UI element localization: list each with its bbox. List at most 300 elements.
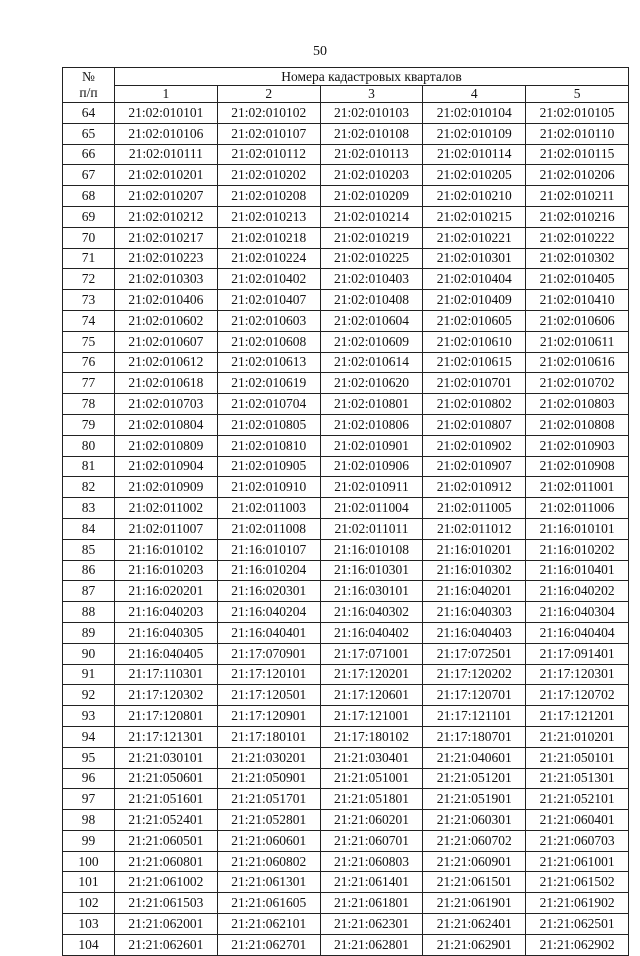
cadastral-quarter-cell: 21:02:010207 bbox=[115, 186, 218, 207]
table-row bbox=[63, 602, 629, 623]
cadastral-quarter-cell: 21:02:010115 bbox=[526, 144, 629, 165]
cadastral-quarter-cell: 21:02:010603 bbox=[217, 310, 320, 331]
cadastral-quarter-cell: 21:16:040203 bbox=[115, 602, 218, 623]
cadastral-quarter-cell: 21:16:010102 bbox=[115, 539, 218, 560]
cadastral-quarter-cell: 21:21:030201 bbox=[217, 747, 320, 768]
cadastral-quarter-cell: 21:21:060803 bbox=[320, 851, 423, 872]
cadastral-quarter-cell: 21:17:120302 bbox=[115, 685, 218, 706]
cadastral-quarter-cell: 21:17:120601 bbox=[320, 685, 423, 706]
row-number-cell: 70 bbox=[63, 227, 115, 248]
cadastral-quarter-cell: 21:21:010201 bbox=[526, 726, 629, 747]
row-number-cell: 101 bbox=[63, 872, 115, 893]
table-row bbox=[63, 789, 629, 810]
row-number-cell: 102 bbox=[63, 893, 115, 914]
cadastral-quarter-cell: 21:21:061902 bbox=[526, 893, 629, 914]
row-number-cell: 89 bbox=[63, 622, 115, 643]
cadastral-quarter-cell: 21:17:120202 bbox=[423, 664, 526, 685]
cadastral-quarter-cell: 21:21:050101 bbox=[526, 747, 629, 768]
table-row bbox=[63, 622, 629, 643]
header-row-group bbox=[63, 68, 629, 86]
cadastral-quarter-cell: 21:02:010214 bbox=[320, 206, 423, 227]
cadastral-quarter-cell: 21:02:010112 bbox=[217, 144, 320, 165]
table-row bbox=[63, 352, 629, 373]
table-row bbox=[63, 414, 629, 435]
table-row bbox=[63, 269, 629, 290]
cadastral-quarter-cell: 21:02:010225 bbox=[320, 248, 423, 269]
row-number-cell: 86 bbox=[63, 560, 115, 581]
cadastral-quarter-cell: 21:02:011008 bbox=[217, 518, 320, 539]
cadastral-quarter-cell: 21:17:120301 bbox=[526, 664, 629, 685]
cadastral-quarter-cell: 21:16:040404 bbox=[526, 622, 629, 643]
table-row bbox=[63, 144, 629, 165]
cadastral-quarter-cell: 21:21:062801 bbox=[320, 934, 423, 955]
cadastral-quarters-group-header: Номера кадастровых кварталов bbox=[115, 68, 629, 86]
cadastral-quarter-cell: 21:16:040403 bbox=[423, 622, 526, 643]
cadastral-quarter-cell: 21:16:020201 bbox=[115, 581, 218, 602]
row-number-cell: 85 bbox=[63, 539, 115, 560]
cadastral-quarter-cell: 21:21:060301 bbox=[423, 810, 526, 831]
row-number-cell: 103 bbox=[63, 914, 115, 935]
cadastral-quarter-cell: 21:16:010107 bbox=[217, 539, 320, 560]
row-number-header-abbrev: п/п bbox=[79, 85, 98, 100]
cadastral-quarter-cell: 21:21:061401 bbox=[320, 872, 423, 893]
table-row bbox=[63, 914, 629, 935]
cadastral-quarter-cell: 21:17:121001 bbox=[320, 706, 423, 727]
cadastral-quarter-cell: 21:02:010103 bbox=[320, 103, 423, 124]
table-row bbox=[63, 768, 629, 789]
row-number-header bbox=[63, 68, 115, 103]
table-row bbox=[63, 726, 629, 747]
row-number-cell: 104 bbox=[63, 934, 115, 955]
cadastral-quarter-cell: 21:21:060401 bbox=[526, 810, 629, 831]
cadastral-quarter-cell: 21:02:010805 bbox=[217, 414, 320, 435]
cadastral-quarter-cell: 21:02:011006 bbox=[526, 498, 629, 519]
cadastral-quarter-cell: 21:21:061501 bbox=[423, 872, 526, 893]
column-header-1: 1 bbox=[115, 86, 218, 103]
cadastral-quarter-cell: 21:02:010901 bbox=[320, 435, 423, 456]
cadastral-quarter-cell: 21:16:040201 bbox=[423, 581, 526, 602]
cadastral-quarter-cell: 21:16:010201 bbox=[423, 539, 526, 560]
cadastral-quarter-cell: 21:17:180102 bbox=[320, 726, 423, 747]
cadastral-quarter-cell: 21:17:121201 bbox=[526, 706, 629, 727]
cadastral-quarter-cell: 21:02:010109 bbox=[423, 123, 526, 144]
table-row bbox=[63, 810, 629, 831]
cadastral-quarter-cell: 21:02:010209 bbox=[320, 186, 423, 207]
cadastral-quarter-cell: 21:02:010613 bbox=[217, 352, 320, 373]
cadastral-quarter-cell: 21:21:062401 bbox=[423, 914, 526, 935]
table-row bbox=[63, 893, 629, 914]
cadastral-quarter-cell: 21:02:011002 bbox=[115, 498, 218, 519]
cadastral-quarter-cell: 21:02:010904 bbox=[115, 456, 218, 477]
page-number: 50 bbox=[313, 44, 327, 59]
cadastral-quarter-cell: 21:17:180101 bbox=[217, 726, 320, 747]
cadastral-quarter-cell: 21:16:040405 bbox=[115, 643, 218, 664]
cadastral-quarter-cell: 21:21:061801 bbox=[320, 893, 423, 914]
table-row bbox=[63, 186, 629, 207]
cadastral-quarter-cell: 21:02:010703 bbox=[115, 394, 218, 415]
table-row bbox=[63, 373, 629, 394]
cadastral-quarter-cell: 21:02:010110 bbox=[526, 123, 629, 144]
cadastral-quarter-cell: 21:21:060701 bbox=[320, 830, 423, 851]
cadastral-quarter-cell: 21:02:010409 bbox=[423, 290, 526, 311]
cadastral-quarter-cell: 21:21:052101 bbox=[526, 789, 629, 810]
cadastral-quarter-cell: 21:17:072501 bbox=[423, 643, 526, 664]
cadastral-quarter-cell: 21:21:061503 bbox=[115, 893, 218, 914]
column-header-3: 3 bbox=[320, 86, 423, 103]
cadastral-quarter-cell: 21:17:091401 bbox=[526, 643, 629, 664]
cadastral-quarter-cell: 21:02:010810 bbox=[217, 435, 320, 456]
table-row bbox=[63, 456, 629, 477]
cadastral-quarter-cell: 21:17:110301 bbox=[115, 664, 218, 685]
cadastral-quarter-cell: 21:02:010102 bbox=[217, 103, 320, 124]
row-number-cell: 90 bbox=[63, 643, 115, 664]
table-row bbox=[63, 872, 629, 893]
cadastral-quarter-cell: 21:02:010801 bbox=[320, 394, 423, 415]
cadastral-quarter-cell: 21:21:051001 bbox=[320, 768, 423, 789]
row-number-cell: 69 bbox=[63, 206, 115, 227]
cadastral-quarter-cell: 21:02:010222 bbox=[526, 227, 629, 248]
cadastral-quarter-cell: 21:02:011007 bbox=[115, 518, 218, 539]
cadastral-quarter-cell: 21:02:010808 bbox=[526, 414, 629, 435]
table-row bbox=[63, 103, 629, 124]
cadastral-quarter-cell: 21:02:010910 bbox=[217, 477, 320, 498]
cadastral-quarter-cell: 21:02:010610 bbox=[423, 331, 526, 352]
cadastral-quarter-cell: 21:21:062901 bbox=[423, 934, 526, 955]
row-number-cell: 75 bbox=[63, 331, 115, 352]
column-header-4: 4 bbox=[423, 86, 526, 103]
cadastral-quarter-cell: 21:02:010113 bbox=[320, 144, 423, 165]
cadastral-quarter-cell: 21:21:061002 bbox=[115, 872, 218, 893]
cadastral-quarter-cell: 21:02:010101 bbox=[115, 103, 218, 124]
cadastral-quarter-cell: 21:02:010201 bbox=[115, 165, 218, 186]
cadastral-quarter-cell: 21:21:062101 bbox=[217, 914, 320, 935]
table-row bbox=[63, 706, 629, 727]
cadastral-quarter-cell: 21:02:011012 bbox=[423, 518, 526, 539]
cadastral-quarter-cell: 21:16:010302 bbox=[423, 560, 526, 581]
cadastral-quarter-cell: 21:02:010903 bbox=[526, 435, 629, 456]
row-number-cell: 81 bbox=[63, 456, 115, 477]
table-row bbox=[63, 934, 629, 955]
cadastral-quarter-cell: 21:16:010202 bbox=[526, 539, 629, 560]
table-row bbox=[63, 248, 629, 269]
cadastral-quarter-cell: 21:21:051301 bbox=[526, 768, 629, 789]
row-number-cell: 80 bbox=[63, 435, 115, 456]
cadastral-quarter-cell: 21:17:120201 bbox=[320, 664, 423, 685]
table-row bbox=[63, 477, 629, 498]
row-number-cell: 87 bbox=[63, 581, 115, 602]
cadastral-quarter-cell: 21:02:010614 bbox=[320, 352, 423, 373]
row-number-cell: 100 bbox=[63, 851, 115, 872]
cadastral-quarter-cell: 21:02:010303 bbox=[115, 269, 218, 290]
table-row bbox=[63, 123, 629, 144]
cadastral-quarter-cell: 21:02:010702 bbox=[526, 373, 629, 394]
cadastral-quarter-cell: 21:21:061901 bbox=[423, 893, 526, 914]
cadastral-quarter-cell: 21:21:040601 bbox=[423, 747, 526, 768]
table-body bbox=[63, 103, 629, 956]
cadastral-quarter-cell: 21:02:010111 bbox=[115, 144, 218, 165]
cadastral-quarter-cell: 21:17:120101 bbox=[217, 664, 320, 685]
column-header-2: 2 bbox=[217, 86, 320, 103]
cadastral-quarter-cell: 21:21:052401 bbox=[115, 810, 218, 831]
row-number-cell: 97 bbox=[63, 789, 115, 810]
cadastral-quarter-cell: 21:21:061605 bbox=[217, 893, 320, 914]
cadastral-quarter-cell: 21:21:051901 bbox=[423, 789, 526, 810]
cadastral-quarter-cell: 21:02:011001 bbox=[526, 477, 629, 498]
cadastral-quarter-cell: 21:21:062902 bbox=[526, 934, 629, 955]
row-number-cell: 96 bbox=[63, 768, 115, 789]
row-number-cell: 68 bbox=[63, 186, 115, 207]
cadastral-quarter-cell: 21:21:051701 bbox=[217, 789, 320, 810]
cadastral-quarter-cell: 21:16:010401 bbox=[526, 560, 629, 581]
cadastral-quarter-cell: 21:16:040304 bbox=[526, 602, 629, 623]
cadastral-quarter-cell: 21:02:010114 bbox=[423, 144, 526, 165]
cadastral-quarter-cell: 21:21:062001 bbox=[115, 914, 218, 935]
table-row bbox=[63, 851, 629, 872]
cadastral-quarter-cell: 21:21:060201 bbox=[320, 810, 423, 831]
cadastral-quarter-cell: 21:21:060703 bbox=[526, 830, 629, 851]
cadastral-quarter-cell: 21:02:010408 bbox=[320, 290, 423, 311]
table-row bbox=[63, 290, 629, 311]
row-number-cell: 88 bbox=[63, 602, 115, 623]
row-number-cell: 84 bbox=[63, 518, 115, 539]
table-row bbox=[63, 498, 629, 519]
cadastral-quarter-cell: 21:02:010202 bbox=[217, 165, 320, 186]
cadastral-quarter-cell: 21:16:010301 bbox=[320, 560, 423, 581]
cadastral-quarter-cell: 21:02:010216 bbox=[526, 206, 629, 227]
cadastral-quarter-cell: 21:02:010108 bbox=[320, 123, 423, 144]
cadastral-quarter-cell: 21:02:010607 bbox=[115, 331, 218, 352]
cadastral-quarter-cell: 21:16:010204 bbox=[217, 560, 320, 581]
cadastral-quarter-cell: 21:02:010407 bbox=[217, 290, 320, 311]
cadastral-quarter-cell: 21:02:010224 bbox=[217, 248, 320, 269]
row-number-cell: 77 bbox=[63, 373, 115, 394]
cadastral-quarter-cell: 21:02:010206 bbox=[526, 165, 629, 186]
row-number-cell: 71 bbox=[63, 248, 115, 269]
cadastral-quarter-cell: 21:17:121101 bbox=[423, 706, 526, 727]
cadastral-quarter-cell: 21:02:011004 bbox=[320, 498, 423, 519]
cadastral-quarter-cell: 21:02:010909 bbox=[115, 477, 218, 498]
cadastral-quarter-cell: 21:21:062601 bbox=[115, 934, 218, 955]
cadastral-quarter-cell: 21:16:040402 bbox=[320, 622, 423, 643]
cadastral-quarter-cell: 21:21:062301 bbox=[320, 914, 423, 935]
row-number-cell: 73 bbox=[63, 290, 115, 311]
table-row bbox=[63, 664, 629, 685]
cadastral-quarter-cell: 21:21:030101 bbox=[115, 747, 218, 768]
table-row bbox=[63, 560, 629, 581]
table-row bbox=[63, 165, 629, 186]
cadastral-quarter-cell: 21:02:010406 bbox=[115, 290, 218, 311]
cadastral-quarter-cell: 21:17:121301 bbox=[115, 726, 218, 747]
cadastral-quarter-cell: 21:21:060702 bbox=[423, 830, 526, 851]
table-row bbox=[63, 747, 629, 768]
column-header-5: 5 bbox=[526, 86, 629, 103]
row-number-cell: 95 bbox=[63, 747, 115, 768]
row-number-cell: 99 bbox=[63, 830, 115, 851]
cadastral-quarter-cell: 21:02:010302 bbox=[526, 248, 629, 269]
cadastral-quarter-cell: 21:02:010104 bbox=[423, 103, 526, 124]
row-number-cell: 98 bbox=[63, 810, 115, 831]
cadastral-quarter-cell: 21:02:010704 bbox=[217, 394, 320, 415]
cadastral-quarter-cell: 21:02:010404 bbox=[423, 269, 526, 290]
table-row bbox=[63, 227, 629, 248]
cadastral-quarter-cell: 21:21:062701 bbox=[217, 934, 320, 955]
cadastral-quarter-cell: 21:17:071001 bbox=[320, 643, 423, 664]
cadastral-quarter-cell: 21:21:060802 bbox=[217, 851, 320, 872]
row-number-cell: 92 bbox=[63, 685, 115, 706]
cadastral-quarter-cell: 21:02:010616 bbox=[526, 352, 629, 373]
cadastral-quarter-cell: 21:02:010213 bbox=[217, 206, 320, 227]
row-number-cell: 76 bbox=[63, 352, 115, 373]
cadastral-quarters-table bbox=[62, 67, 629, 956]
table-row bbox=[63, 643, 629, 664]
cadastral-quarter-cell: 21:02:011003 bbox=[217, 498, 320, 519]
table-row bbox=[63, 206, 629, 227]
table-row bbox=[63, 331, 629, 352]
cadastral-quarter-cell: 21:02:010905 bbox=[217, 456, 320, 477]
cadastral-quarter-cell: 21:16:040202 bbox=[526, 581, 629, 602]
cadastral-quarter-cell: 21:02:010807 bbox=[423, 414, 526, 435]
row-number-cell: 79 bbox=[63, 414, 115, 435]
cadastral-quarter-cell: 21:21:030401 bbox=[320, 747, 423, 768]
cadastral-quarter-cell: 21:02:010402 bbox=[217, 269, 320, 290]
cadastral-quarter-cell: 21:21:060501 bbox=[115, 830, 218, 851]
row-number-cell: 74 bbox=[63, 310, 115, 331]
cadastral-quarter-cell: 21:21:051801 bbox=[320, 789, 423, 810]
cadastral-quarter-cell: 21:02:010907 bbox=[423, 456, 526, 477]
cadastral-quarter-cell: 21:02:010217 bbox=[115, 227, 218, 248]
cadastral-quarter-cell: 21:17:120702 bbox=[526, 685, 629, 706]
row-number-cell: 66 bbox=[63, 144, 115, 165]
row-number-cell: 83 bbox=[63, 498, 115, 519]
cadastral-quarter-cell: 21:02:010908 bbox=[526, 456, 629, 477]
cadastral-quarter-cell: 21:17:070901 bbox=[217, 643, 320, 664]
cadastral-quarter-cell: 21:02:010221 bbox=[423, 227, 526, 248]
cadastral-quarter-cell: 21:16:040204 bbox=[217, 602, 320, 623]
cadastral-quarter-cell: 21:21:060901 bbox=[423, 851, 526, 872]
cadastral-quarter-cell: 21:02:010612 bbox=[115, 352, 218, 373]
row-number-cell: 67 bbox=[63, 165, 115, 186]
cadastral-quarter-cell: 21:02:010809 bbox=[115, 435, 218, 456]
cadastral-quarter-cell: 21:21:050601 bbox=[115, 768, 218, 789]
cadastral-quarter-cell: 21:16:040303 bbox=[423, 602, 526, 623]
cadastral-quarter-cell: 21:02:010105 bbox=[526, 103, 629, 124]
row-number-cell: 65 bbox=[63, 123, 115, 144]
cadastral-quarter-cell: 21:02:010223 bbox=[115, 248, 218, 269]
cadastral-quarter-cell: 21:02:010806 bbox=[320, 414, 423, 435]
cadastral-quarter-cell: 21:17:120901 bbox=[217, 706, 320, 727]
cadastral-quarter-cell: 21:21:051201 bbox=[423, 768, 526, 789]
table-row bbox=[63, 685, 629, 706]
cadastral-quarter-cell: 21:02:011005 bbox=[423, 498, 526, 519]
cadastral-quarter-cell: 21:02:010608 bbox=[217, 331, 320, 352]
cadastral-quarter-cell: 21:16:040401 bbox=[217, 622, 320, 643]
cadastral-quarter-cell: 21:02:010619 bbox=[217, 373, 320, 394]
cadastral-quarter-cell: 21:16:010108 bbox=[320, 539, 423, 560]
cadastral-quarter-cell: 21:21:060601 bbox=[217, 830, 320, 851]
cadastral-quarter-cell: 21:02:010205 bbox=[423, 165, 526, 186]
row-number-cell: 82 bbox=[63, 477, 115, 498]
row-number-cell: 64 bbox=[63, 103, 115, 124]
cadastral-quarter-cell: 21:17:120801 bbox=[115, 706, 218, 727]
table-row bbox=[63, 539, 629, 560]
cadastral-quarter-cell: 21:17:120701 bbox=[423, 685, 526, 706]
cadastral-quarter-cell: 21:02:010403 bbox=[320, 269, 423, 290]
cadastral-quarter-cell: 21:16:020301 bbox=[217, 581, 320, 602]
row-number-cell: 94 bbox=[63, 726, 115, 747]
row-number-cell: 91 bbox=[63, 664, 115, 685]
cadastral-quarter-cell: 21:02:010405 bbox=[526, 269, 629, 290]
cadastral-quarter-cell: 21:17:120501 bbox=[217, 685, 320, 706]
table-row bbox=[63, 830, 629, 851]
cadastral-quarter-cell: 21:02:010611 bbox=[526, 331, 629, 352]
cadastral-quarter-cell: 21:21:050901 bbox=[217, 768, 320, 789]
row-number-cell: 93 bbox=[63, 706, 115, 727]
cadastral-quarter-cell: 21:21:051601 bbox=[115, 789, 218, 810]
cadastral-quarter-cell: 21:02:010803 bbox=[526, 394, 629, 415]
cadastral-quarter-cell: 21:02:010804 bbox=[115, 414, 218, 435]
cadastral-quarter-cell: 21:21:052801 bbox=[217, 810, 320, 831]
cadastral-quarter-cell: 21:02:010212 bbox=[115, 206, 218, 227]
cadastral-quarter-cell: 21:16:010203 bbox=[115, 560, 218, 581]
cadastral-quarter-cell: 21:21:061502 bbox=[526, 872, 629, 893]
table-row bbox=[63, 435, 629, 456]
cadastral-quarter-cell: 21:16:040302 bbox=[320, 602, 423, 623]
cadastral-quarter-cell: 21:02:010604 bbox=[320, 310, 423, 331]
cadastral-quarter-cell: 21:21:061001 bbox=[526, 851, 629, 872]
row-number-header-symbol: № bbox=[82, 69, 95, 84]
table-row bbox=[63, 394, 629, 415]
row-number-cell: 72 bbox=[63, 269, 115, 290]
cadastral-quarter-cell: 21:02:010219 bbox=[320, 227, 423, 248]
cadastral-quarter-cell: 21:21:060801 bbox=[115, 851, 218, 872]
table-header bbox=[63, 68, 629, 103]
cadastral-quarter-cell: 21:02:010906 bbox=[320, 456, 423, 477]
cadastral-quarter-cell: 21:02:010602 bbox=[115, 310, 218, 331]
cadastral-quarter-cell: 21:02:010106 bbox=[115, 123, 218, 144]
cadastral-quarter-cell: 21:02:010215 bbox=[423, 206, 526, 227]
cadastral-quarter-cell: 21:02:010620 bbox=[320, 373, 423, 394]
cadastral-quarter-cell: 21:02:010609 bbox=[320, 331, 423, 352]
cadastral-quarter-cell: 21:02:010902 bbox=[423, 435, 526, 456]
cadastral-quarter-cell: 21:02:010107 bbox=[217, 123, 320, 144]
row-number-cell: 78 bbox=[63, 394, 115, 415]
table-row bbox=[63, 310, 629, 331]
header-row-columns bbox=[63, 86, 629, 103]
cadastral-quarter-cell: 21:17:180701 bbox=[423, 726, 526, 747]
cadastral-quarter-cell: 21:02:010701 bbox=[423, 373, 526, 394]
cadastral-quarter-cell: 21:16:010101 bbox=[526, 518, 629, 539]
cadastral-quarter-cell: 21:02:010618 bbox=[115, 373, 218, 394]
cadastral-quarter-cell: 21:02:010912 bbox=[423, 477, 526, 498]
cadastral-quarter-cell: 21:16:040305 bbox=[115, 622, 218, 643]
cadastral-quarter-cell: 21:02:011011 bbox=[320, 518, 423, 539]
cadastral-quarter-cell: 21:02:010911 bbox=[320, 477, 423, 498]
cadastral-quarter-cell: 21:02:010218 bbox=[217, 227, 320, 248]
cadastral-quarter-cell: 21:02:010410 bbox=[526, 290, 629, 311]
table-row bbox=[63, 581, 629, 602]
cadastral-quarter-cell: 21:16:030101 bbox=[320, 581, 423, 602]
cadastral-quarter-cell: 21:02:010203 bbox=[320, 165, 423, 186]
cadastral-quarter-cell: 21:02:010802 bbox=[423, 394, 526, 415]
cadastral-quarter-cell: 21:02:010301 bbox=[423, 248, 526, 269]
cadastral-quarter-cell: 21:02:010210 bbox=[423, 186, 526, 207]
cadastral-quarter-cell: 21:02:010605 bbox=[423, 310, 526, 331]
cadastral-quarter-cell: 21:02:010208 bbox=[217, 186, 320, 207]
table-row bbox=[63, 518, 629, 539]
cadastral-quarter-cell: 21:02:010606 bbox=[526, 310, 629, 331]
cadastral-quarter-cell: 21:21:061301 bbox=[217, 872, 320, 893]
cadastral-quarter-cell: 21:02:010615 bbox=[423, 352, 526, 373]
